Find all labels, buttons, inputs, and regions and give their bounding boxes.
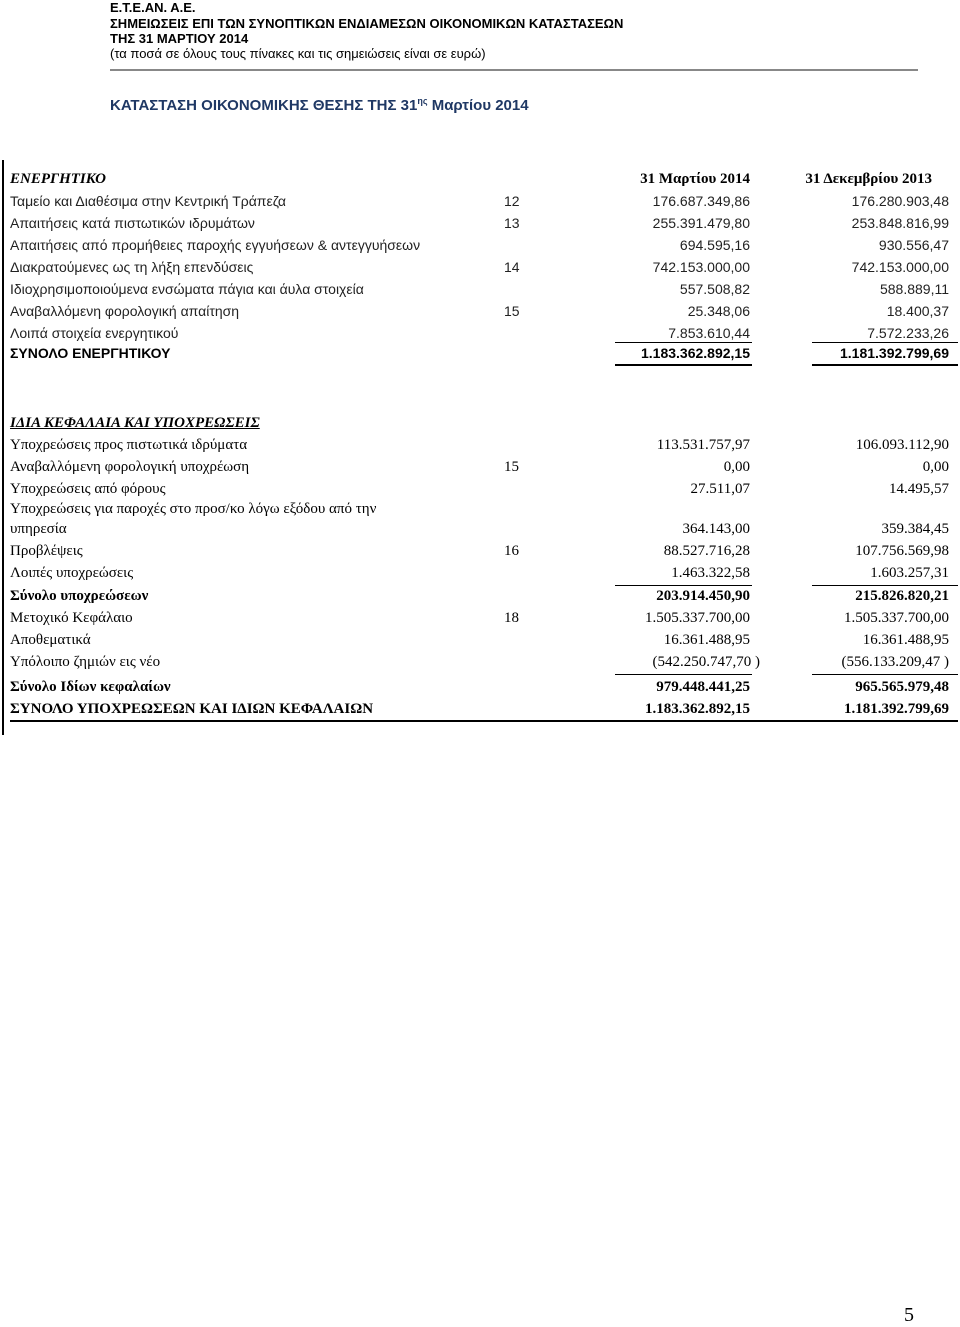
row-label: ΣΥΝΟΛΟ ΥΠΟΧΡΕΩΣΕΩΝ ΚΑΙ ΙΔΙΩΝ ΚΕΦΑΛΑΙΩΝ xyxy=(10,701,374,717)
row-value-prior: 359.384,45 xyxy=(881,521,949,537)
grand-total-row xyxy=(10,698,958,720)
table-row xyxy=(10,518,958,540)
assets-total-row xyxy=(10,342,958,364)
row-label: Μετοχικό Κεφάλαιο xyxy=(10,610,133,626)
total-equity-row xyxy=(10,676,958,698)
row-label: Αναβαλλόμενη φορολογική απαίτηση xyxy=(10,303,240,319)
org-name: Ε.Τ.Ε.ΑΝ. Α.Ε. xyxy=(110,0,196,15)
equity-subtotal-line-1 xyxy=(615,674,752,675)
table-row xyxy=(10,540,958,562)
doc-subtitle: ΣΗΜΕΙΩΣΕΙΣ ΕΠΙ ΤΩΝ ΣΥΝΟΠΤΙΚΩΝ ΕΝΔΙΑΜΕΣΩΝ ΟΙΚΟΝΟΜΙΚΩΝ ΚΑΤΑΣΤΑΣΕΩΝ xyxy=(110,16,624,31)
row-value-prior: 215.826.820,21 xyxy=(855,588,949,604)
row-value-prior: 14.495,57 xyxy=(889,481,949,497)
row-value-prior: 7.572.233,26 xyxy=(867,325,949,341)
doc-date: ΤΗΣ 31 ΜΑΡΤΙΟΥ 2014 xyxy=(110,31,249,46)
row-value-prior: 106.093.112,90 xyxy=(855,437,949,453)
column-header-prior: 31 Δεκεμβρίου 2013 xyxy=(805,171,932,187)
row-label: Λοιπές υποχρεώσεις xyxy=(10,565,134,581)
row-value-current: 742.153.000,00 xyxy=(652,259,750,275)
equity-subtotal-line-2 xyxy=(812,674,958,675)
row-value-current: 25.348,06 xyxy=(687,303,750,319)
row-note: 18 xyxy=(504,610,519,626)
row-label: Ταμείο και Διαθέσιμα στην Κεντρική Τράπεζα xyxy=(10,193,287,209)
row-value-prior: 107.756.569,98 xyxy=(855,543,949,559)
table-row xyxy=(10,212,958,234)
row-value-prior: 0,00 xyxy=(922,459,949,475)
page-title: ΚΑΤΑΣΤΑΣΗ ΟΙΚΟΝΟΜΙΚΗΣ ΘΕΣΗΣ ΤΗΣ $31^{\eta\varsigma}$ Μαρτίου 2014 xyxy=(110,96,529,114)
header-rule xyxy=(110,69,918,71)
row-value-current: 1.183.362.892,15 xyxy=(645,701,750,717)
liabilities-heading: ΙΔΙΑ ΚΕΦΑΛΑΙΑ ΚΑΙ ΥΠΟΧΡΕΩΣΕΙΣ xyxy=(10,415,260,431)
row-value-prior: 176.280.903,48 xyxy=(851,193,949,209)
row-label: Προβλέψεις xyxy=(10,543,83,559)
row-value-prior: 1.505.337.700,00 xyxy=(844,610,949,626)
row-value-current: 557.508,82 xyxy=(679,281,750,297)
row-note: 16 xyxy=(504,543,519,559)
table-row xyxy=(10,278,958,300)
row-value-prior: 588.889,11 xyxy=(879,281,949,297)
row-value-prior: 1.181.392.799,69 xyxy=(844,701,949,717)
table-row xyxy=(10,256,958,278)
table-row xyxy=(10,322,958,344)
assets-total-line-1 xyxy=(615,364,752,366)
row-value-prior: 965.565.979,48 xyxy=(855,679,949,695)
table-row xyxy=(10,456,958,478)
table-row xyxy=(10,607,958,629)
table-row xyxy=(10,651,958,673)
table-row xyxy=(10,234,958,256)
table-row xyxy=(10,434,958,456)
left-border xyxy=(2,160,4,735)
grand-total-line xyxy=(10,720,958,722)
table-row xyxy=(10,629,958,651)
row-label: Σύνολο υποχρεώσεων xyxy=(10,588,149,604)
row-value-current: 1.505.337.700,00 xyxy=(645,610,750,626)
assets-heading: ΕΝΕΡΓΗΤΙΚΟ xyxy=(10,171,106,187)
row-value-current: 979.448.441,25 xyxy=(656,679,750,695)
assets-total-line-2 xyxy=(812,364,958,366)
assets-total-label: ΣΥΝΟΛΟ ΕΝΕΡΓΗΤΙΚΟΥ xyxy=(10,345,171,361)
row-value-current: 88.527.716,28 xyxy=(663,543,750,559)
row-value-prior: 930.556,47 xyxy=(878,237,949,253)
column-header-current: 31 Μαρτίου 2014 xyxy=(640,171,750,187)
row-label: Υποχρεώσεις προς πιστωτικά ιδρύματα xyxy=(10,437,248,453)
row-value-current: 27.511,07 xyxy=(690,481,750,497)
table-row xyxy=(10,562,958,584)
row-label: Υπόλοιπο ζημιών εις νέο xyxy=(10,654,161,670)
row-label: Λοιπά στοιχεία ενεργητικού xyxy=(10,325,179,341)
row-label: Σύνολο Ιδίων κεφαλαίων xyxy=(10,679,171,695)
row-note: 15 xyxy=(504,459,519,475)
assets-header-row xyxy=(10,168,958,190)
row-value-current: 364.143,00 xyxy=(682,521,750,537)
row-value-current: 203.914.450,90 xyxy=(656,588,750,604)
row-note: 15 xyxy=(504,303,520,319)
table-row xyxy=(10,300,958,322)
row-value-current: 16.361.488,95 xyxy=(663,632,750,648)
table-row xyxy=(10,478,958,500)
liabilities-header-row xyxy=(10,412,958,434)
row-value-prior: 1.603.257,31 xyxy=(870,565,949,581)
row-value-current: 0,00 xyxy=(723,459,750,475)
row-label: Υποχρεώσεις για παροχές στο προσ/κο λόγω εξόδου από την xyxy=(10,501,377,517)
row-value-prior: 253.848.816,99 xyxy=(851,215,949,231)
row-label: Αποθεματικά xyxy=(10,632,91,648)
row-label: Απαιτήσεις κατά πιστωτικών ιδρυμάτων xyxy=(10,215,255,231)
row-value-current: 7.853.610,44 xyxy=(668,325,750,341)
row-value-prior: 16.361.488,95 xyxy=(862,632,949,648)
page-number: 5 xyxy=(904,1304,914,1326)
row-value-prior: (556.133.209,47 ) xyxy=(841,654,949,670)
total-liabilities-row xyxy=(10,585,958,607)
table-row xyxy=(10,190,958,212)
row-note: 14 xyxy=(504,259,520,275)
row-note: 13 xyxy=(504,215,520,231)
table-row xyxy=(10,498,958,520)
row-label: Ιδιοχρησιμοποιούμενα ενσώματα πάγια και άυλα στοιχεία xyxy=(10,281,364,297)
row-label: Διακρατούμενες ως τη λήξη επενδύσεις xyxy=(10,259,254,275)
assets-total-prior: 1.181.392.799,69 xyxy=(840,345,949,361)
row-value-current: (542.250.747,70 ) xyxy=(652,654,760,670)
row-label: Υποχρεώσεις από φόρους xyxy=(10,481,166,497)
row-value-current: 255.391.479,80 xyxy=(652,215,750,231)
row-value-current: 1.463.322,58 xyxy=(671,565,750,581)
row-value-current: 176.687.349,86 xyxy=(652,193,750,209)
assets-total-current: 1.183.362.892,15 xyxy=(641,345,750,361)
row-value-prior: 742.153.000,00 xyxy=(851,259,949,275)
row-label: Απαιτήσεις από προμήθειες παροχής εγγυήσεων & αντεγγυήσεων xyxy=(10,237,421,253)
row-label: υπηρεσία xyxy=(10,521,67,537)
row-note: 12 xyxy=(504,193,520,209)
currency-note: (τα ποσά σε όλους τους πίνακες και τις σημειώσεις είναι σε ευρώ) xyxy=(110,46,486,61)
row-label: Αναβαλλόμενη φορολογική υποχρέωση xyxy=(10,459,250,475)
row-value-prior: 18.400,37 xyxy=(886,303,949,319)
row-value-current: 113.531.757,97 xyxy=(656,437,750,453)
row-value-current: 694.595,16 xyxy=(679,237,750,253)
